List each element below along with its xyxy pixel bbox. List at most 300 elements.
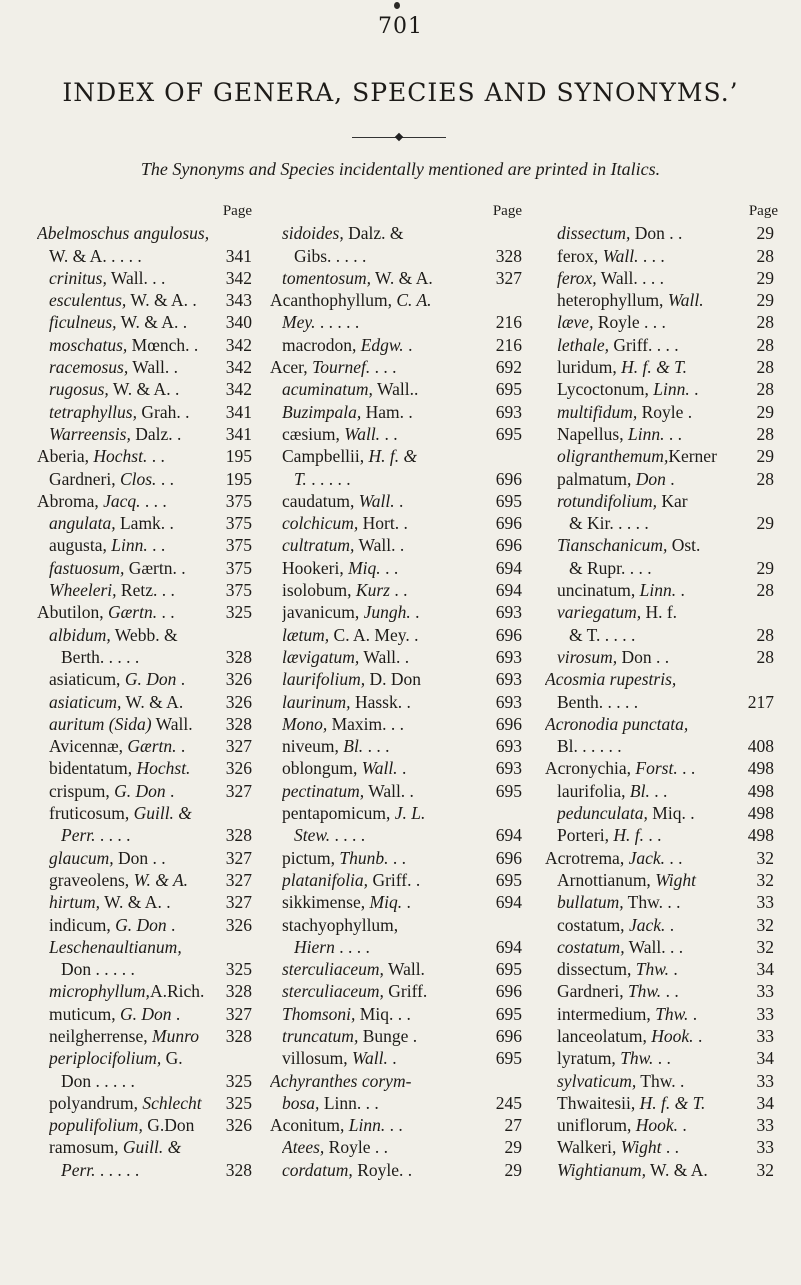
entry-name	[569, 512, 754, 534]
entry-name	[270, 289, 522, 311]
index-entry	[545, 847, 778, 869]
entry-text: multifidum,	[557, 401, 638, 422]
entry-text: auritum (Sida)	[49, 713, 152, 734]
column-page-label: Page	[222, 203, 252, 219]
index-entry-continuation	[270, 311, 522, 333]
index-entry-continuation	[545, 512, 778, 534]
index-entry	[37, 802, 252, 824]
entry-text: cordatum,	[282, 1159, 353, 1180]
entry-name	[557, 378, 754, 400]
entry-text: pentapomicum,	[282, 803, 395, 824]
entry-text: Jungh.	[363, 602, 411, 623]
index-entry	[545, 668, 778, 690]
index-entry	[37, 1025, 252, 1047]
entry-text: Kar	[656, 490, 688, 511]
ink-speck	[394, 2, 400, 9]
index-entry	[270, 869, 522, 891]
entry-name	[49, 780, 223, 802]
index-entry	[37, 780, 252, 802]
entry-name	[270, 356, 493, 378]
entry-text: Tournef.	[312, 357, 371, 378]
entry-name	[61, 646, 223, 668]
entry-page-number: 328	[225, 1159, 252, 1180]
index-entry	[545, 1159, 778, 1181]
entry-text: moschatus,	[49, 334, 128, 355]
index-entry-continuation	[270, 468, 522, 490]
entry-text: polyandrum,	[49, 1092, 143, 1113]
entry-text: Wall..	[372, 379, 419, 400]
entry-name	[282, 646, 493, 668]
entry-text: colchicum,	[282, 513, 359, 534]
index-entry	[270, 334, 522, 356]
index-entry	[545, 1025, 778, 1047]
index-entry	[270, 401, 522, 423]
entry-text: pedunculata,	[557, 803, 648, 824]
entry-text: graveolens,	[49, 869, 134, 890]
entry-name	[569, 624, 754, 646]
entry-text: Hookeri,	[282, 557, 349, 578]
index-entry	[545, 445, 778, 467]
entry-text: augusta,	[49, 535, 112, 556]
entry-page-number: 696	[495, 847, 522, 868]
entry-name	[282, 1047, 493, 1069]
index-entry-continuation	[270, 824, 522, 846]
entry-text: Royle. .	[352, 1159, 413, 1180]
entry-page-number: 325	[225, 1070, 252, 1091]
entry-text: costatum,	[557, 936, 625, 957]
entry-name	[282, 222, 522, 244]
entry-name	[61, 824, 223, 846]
entry-text: palmatum,	[557, 468, 636, 489]
entry-text: Thomsoni,	[282, 1003, 356, 1024]
entry-text: Thw.	[635, 959, 669, 980]
entry-text: sikkimense,	[282, 892, 370, 913]
index-entry	[270, 1114, 522, 1136]
entry-text: Bl.	[629, 780, 650, 801]
entry-name	[557, 914, 754, 936]
entry-page-number: 28	[756, 312, 774, 333]
entry-name	[49, 1114, 223, 1136]
entry-text: Wall. . .	[624, 936, 684, 957]
index-entry	[270, 958, 522, 980]
entry-text: G.	[161, 1048, 183, 1069]
entry-text: J. L.	[394, 803, 426, 824]
entry-text: Linn.	[653, 379, 690, 400]
entry-text: Gardneri,	[49, 468, 120, 489]
entry-text: bidentatum,	[49, 758, 137, 779]
index-entry	[545, 579, 778, 601]
entry-name	[49, 289, 223, 311]
entry-text: Aberia,	[37, 446, 94, 467]
entry-page-number: 693	[495, 736, 522, 757]
entry-text: W. & A.	[370, 267, 433, 288]
entry-text: H. f. & T.	[621, 357, 687, 378]
entry-text: Wall.	[383, 959, 425, 980]
entry-page-number: 694	[495, 557, 522, 578]
entry-text: Perr.	[61, 825, 96, 846]
entry-name	[557, 401, 754, 423]
entry-name	[282, 512, 493, 534]
entry-text: Linn. . .	[319, 1092, 379, 1113]
entry-page-number: 327	[225, 736, 252, 757]
entry-text: Don . . . . .	[61, 959, 135, 980]
entry-text: Don . . . . .	[61, 1070, 135, 1091]
entry-page-number: 327	[225, 892, 252, 913]
entry-text: . . . . .	[95, 1159, 140, 1180]
index-entry	[545, 1092, 778, 1114]
entry-page-number: 33	[756, 981, 774, 1002]
entry-text: uncinatum,	[557, 580, 640, 601]
entry-text: oligranthemum,	[557, 446, 669, 467]
entry-text: Linn.	[111, 535, 148, 556]
entry-text: .	[165, 780, 175, 801]
entry-page-number: 27	[504, 1115, 522, 1136]
index-entry	[37, 891, 252, 913]
entry-page-number: 33	[756, 892, 774, 913]
entry-text: A.Rich.	[149, 981, 205, 1002]
entry-name	[49, 1003, 223, 1025]
index-entry	[37, 468, 252, 490]
entry-text: stachyophyllum,	[282, 914, 399, 935]
entry-text: Miq. . .	[355, 1003, 411, 1024]
entry-text: tomentosum,	[282, 267, 371, 288]
entry-page-number: 694	[495, 892, 522, 913]
entry-text: Warreensis,	[49, 423, 131, 444]
entry-page-number: 328	[225, 646, 252, 667]
index-entry	[545, 646, 778, 668]
entry-name	[557, 222, 754, 244]
entry-text: albidum,	[49, 624, 111, 645]
entry-text: Lycoctonum,	[557, 379, 654, 400]
index-entry	[37, 757, 252, 779]
entry-text: cæsium,	[282, 423, 345, 444]
entry-name	[282, 1136, 502, 1158]
entry-text: W. & A.	[645, 1159, 708, 1180]
entry-text: . .	[388, 847, 406, 868]
entry-text: Walkeri,	[557, 1137, 621, 1158]
entry-text: .	[676, 580, 685, 601]
entry-name	[557, 289, 754, 311]
entry-name	[49, 914, 223, 936]
entry-name	[49, 735, 223, 757]
index-entry	[545, 356, 778, 378]
entry-text: hirtum,	[49, 892, 101, 913]
entry-text: .	[678, 1115, 687, 1136]
entry-text: Jack.	[628, 847, 666, 868]
entry-text: Ham. .	[361, 401, 413, 422]
entry-text: platanifolia,	[282, 869, 369, 890]
entry-text: Napellus,	[557, 423, 628, 444]
index-entry	[270, 1159, 522, 1181]
entry-text: Wheeleri,	[49, 580, 117, 601]
index-entry-continuation	[545, 557, 778, 579]
entry-page-number: 32	[756, 869, 774, 890]
entry-text: Abutilon,	[37, 602, 108, 623]
entry-text: G. Don	[124, 669, 177, 690]
entry-text: W. & A. .	[116, 312, 188, 333]
entry-name	[557, 1025, 754, 1047]
entry-text: Wall.	[358, 490, 395, 511]
entry-text: . . . .	[330, 825, 366, 846]
entry-text: Acanthophyllum,	[270, 290, 397, 311]
entry-text: W. & A. .	[108, 379, 180, 400]
index-entry	[545, 423, 778, 445]
diamond-ornament-icon	[395, 133, 403, 141]
index-entry	[270, 624, 522, 646]
entry-page-number: 498	[747, 803, 774, 824]
index-entry-continuation	[37, 1070, 252, 1092]
index-entry	[545, 1070, 778, 1092]
entry-text: Hook.	[651, 1025, 694, 1046]
index-entry	[270, 534, 522, 556]
entry-text: Wall. . . .	[596, 267, 664, 288]
entry-text: Achyranthes corym-	[270, 1070, 412, 1091]
entry-text: .	[394, 490, 404, 511]
entry-page-number: 693	[495, 691, 522, 712]
entry-text: bullatum,	[557, 892, 624, 913]
entry-name	[61, 958, 223, 980]
entry-text: costatum,	[557, 914, 629, 935]
index-entry	[270, 735, 522, 757]
entry-page-number: 696	[495, 1025, 522, 1046]
index-entry	[270, 980, 522, 1002]
entry-text: Bunge .	[358, 1025, 418, 1046]
entry-name	[282, 334, 493, 356]
entry-page-number: 328	[495, 245, 522, 266]
entry-text: Linn.	[639, 580, 677, 601]
entry-text: .	[166, 914, 176, 935]
entry-page-number: 695	[495, 423, 522, 444]
index-entry	[37, 267, 252, 289]
entry-text: Jacq.	[103, 490, 141, 511]
entry-name	[49, 691, 223, 713]
entry-name	[557, 601, 778, 623]
index-entry	[37, 579, 252, 601]
entry-text: Dalz. .	[130, 423, 182, 444]
entry-page-number: 696	[495, 513, 522, 534]
entry-text: T.	[294, 468, 307, 489]
entry-name	[282, 557, 493, 579]
entry-text: . .	[677, 758, 696, 779]
entry-name	[49, 423, 223, 445]
entry-page-number: 216	[495, 312, 522, 333]
entry-page-number: 325	[225, 1092, 252, 1113]
entry-name	[294, 936, 493, 958]
index-entry	[545, 468, 778, 490]
entry-text: Thw.	[620, 1048, 654, 1069]
entry-text: Jack.	[628, 914, 666, 935]
entry-page-number: 28	[756, 334, 774, 355]
index-entry	[37, 668, 252, 690]
entry-text: Edgw.	[360, 334, 404, 355]
entry-text: Mœnch. .	[127, 334, 199, 355]
index-entry	[545, 891, 778, 913]
entry-page-number: 375	[225, 557, 252, 578]
entry-text: . .	[147, 446, 165, 467]
entry-text: intermedium,	[557, 1003, 656, 1024]
entry-text: Campbellii,	[282, 446, 369, 467]
entry-page-number: 28	[756, 580, 774, 601]
entry-text: .	[668, 959, 678, 980]
entry-text: Bl.	[343, 736, 364, 757]
entry-text: .	[410, 602, 420, 623]
entry-page-number: 29	[504, 1137, 522, 1158]
entry-text: Maxim. . .	[327, 713, 405, 734]
entry-name	[282, 980, 493, 1002]
index-entry	[37, 557, 252, 579]
entry-text: C. A. Mey. .	[329, 624, 419, 645]
entry-name	[49, 579, 223, 601]
index-entry	[545, 334, 778, 356]
index-entry	[37, 512, 252, 534]
entry-text: heterophyllum,	[557, 290, 668, 311]
entry-name	[282, 1092, 493, 1114]
index-entry	[270, 490, 522, 512]
entry-text: Abroma,	[37, 490, 104, 511]
entry-text: fruticosum,	[49, 803, 134, 824]
entry-name	[282, 490, 493, 512]
entry-text: Schlecht	[142, 1092, 202, 1113]
entry-page-number: 32	[756, 847, 774, 868]
entry-text: . .	[389, 580, 408, 601]
index-entry-continuation	[270, 936, 522, 958]
entry-text: pectinatum,	[282, 780, 365, 801]
index-entry	[37, 936, 252, 958]
index-entry	[270, 1070, 522, 1092]
entry-text: . .	[156, 468, 174, 489]
index-entry	[270, 557, 522, 579]
index-entry	[270, 423, 522, 445]
entry-page-number: 216	[495, 334, 522, 355]
entry-page-number: 498	[747, 780, 774, 801]
entry-page-number: 326	[225, 691, 252, 712]
entry-page-number: 696	[495, 981, 522, 1002]
entry-text: racemosus,	[49, 357, 129, 378]
index-entry	[37, 869, 252, 891]
entry-text: . . .	[638, 245, 665, 266]
index-entry	[37, 245, 252, 267]
entry-page-number: 34	[756, 1048, 774, 1069]
index-entry	[37, 914, 252, 936]
entry-text: Acosmia rupestris,	[545, 669, 677, 690]
entry-text: .	[693, 1025, 703, 1046]
entry-name	[49, 1025, 223, 1047]
entry-page-number: 328	[225, 825, 252, 846]
entry-text: . .	[665, 847, 683, 868]
entry-text: W. & A.	[121, 691, 184, 712]
entry-page-number: 326	[225, 758, 252, 779]
entry-page-number: 217	[747, 691, 774, 712]
entry-page-number: 375	[225, 535, 252, 556]
index-entry-continuation	[270, 245, 522, 267]
entry-text: Wall. .	[364, 780, 414, 801]
entry-name	[545, 713, 778, 735]
entry-text: Guill. &	[122, 1137, 182, 1158]
entry-page-number: 245	[495, 1092, 522, 1113]
entry-page-number: 325	[225, 959, 252, 980]
entry-text: . .	[661, 1137, 680, 1158]
entry-page-number: 33	[756, 1070, 774, 1091]
index-entry	[545, 780, 778, 802]
entry-page-number: 375	[225, 580, 252, 601]
index-entry	[270, 601, 522, 623]
entry-text: crispum,	[49, 780, 115, 801]
entry-text: Wall.	[352, 1048, 388, 1069]
entry-name	[49, 356, 223, 378]
index-entry	[37, 445, 252, 467]
index-entry	[545, 802, 778, 824]
entry-text: sterculiaceum,	[282, 981, 384, 1002]
entry-text: cultratum,	[282, 535, 355, 556]
entry-text: Wall.	[344, 423, 381, 444]
entry-name	[557, 691, 745, 713]
entry-page-number: 32	[756, 914, 774, 935]
entry-name	[557, 490, 778, 512]
entry-page-number: 29	[756, 223, 774, 244]
entry-page-number: 326	[225, 669, 252, 690]
index-entry-continuation	[545, 735, 778, 757]
index-entry	[545, 1003, 778, 1025]
entry-name	[49, 869, 223, 891]
entry-text: Don . .	[617, 646, 670, 667]
entry-name	[557, 356, 754, 378]
entry-text: populifolium,	[49, 1115, 143, 1136]
entry-text: periplocifolium,	[49, 1048, 162, 1069]
entry-text: crinitus,	[49, 267, 107, 288]
entry-name	[49, 512, 223, 534]
index-entry	[270, 914, 522, 936]
entry-text: tetraphyllus,	[49, 401, 137, 422]
index-entry	[545, 958, 778, 980]
entry-page-number: 33	[756, 1025, 774, 1046]
index-entry	[270, 1136, 522, 1158]
entry-text: asiaticum,	[49, 691, 122, 712]
entry-name	[282, 847, 493, 869]
entry-page-number: 695	[495, 490, 522, 511]
index-entry-continuation	[37, 1159, 252, 1181]
entry-text: Acer,	[270, 357, 313, 378]
index-entry	[545, 713, 778, 735]
entry-text: Atees,	[282, 1137, 325, 1158]
entry-page-number: 326	[225, 1115, 252, 1136]
entry-text: .	[387, 1048, 397, 1069]
entry-page-number: 694	[495, 825, 522, 846]
entry-text: angulata,	[49, 513, 116, 534]
entry-name	[49, 1092, 223, 1114]
index-entry	[270, 780, 522, 802]
entry-name	[49, 936, 252, 958]
entry-name	[49, 1136, 252, 1158]
index-entry	[545, 1114, 778, 1136]
entry-text: Miq.	[348, 557, 381, 578]
index-entry	[545, 869, 778, 891]
entry-text: Miq. .	[647, 803, 695, 824]
index-entry	[545, 980, 778, 1002]
entry-text: Griff. . . .	[609, 334, 679, 355]
entry-name	[37, 490, 223, 512]
index-entry	[37, 378, 252, 400]
entry-text: Gærtn. .	[124, 557, 186, 578]
entry-page-number: 195	[225, 468, 252, 489]
entry-name	[37, 222, 252, 244]
entry-text: .	[171, 1003, 181, 1024]
entry-text: G.Don	[142, 1115, 195, 1136]
entry-text: Kerner	[668, 446, 717, 467]
entry-text: H. f. &	[368, 446, 418, 467]
entry-name	[49, 468, 223, 490]
index-entry	[270, 378, 522, 400]
entry-text: villosum,	[282, 1048, 353, 1069]
